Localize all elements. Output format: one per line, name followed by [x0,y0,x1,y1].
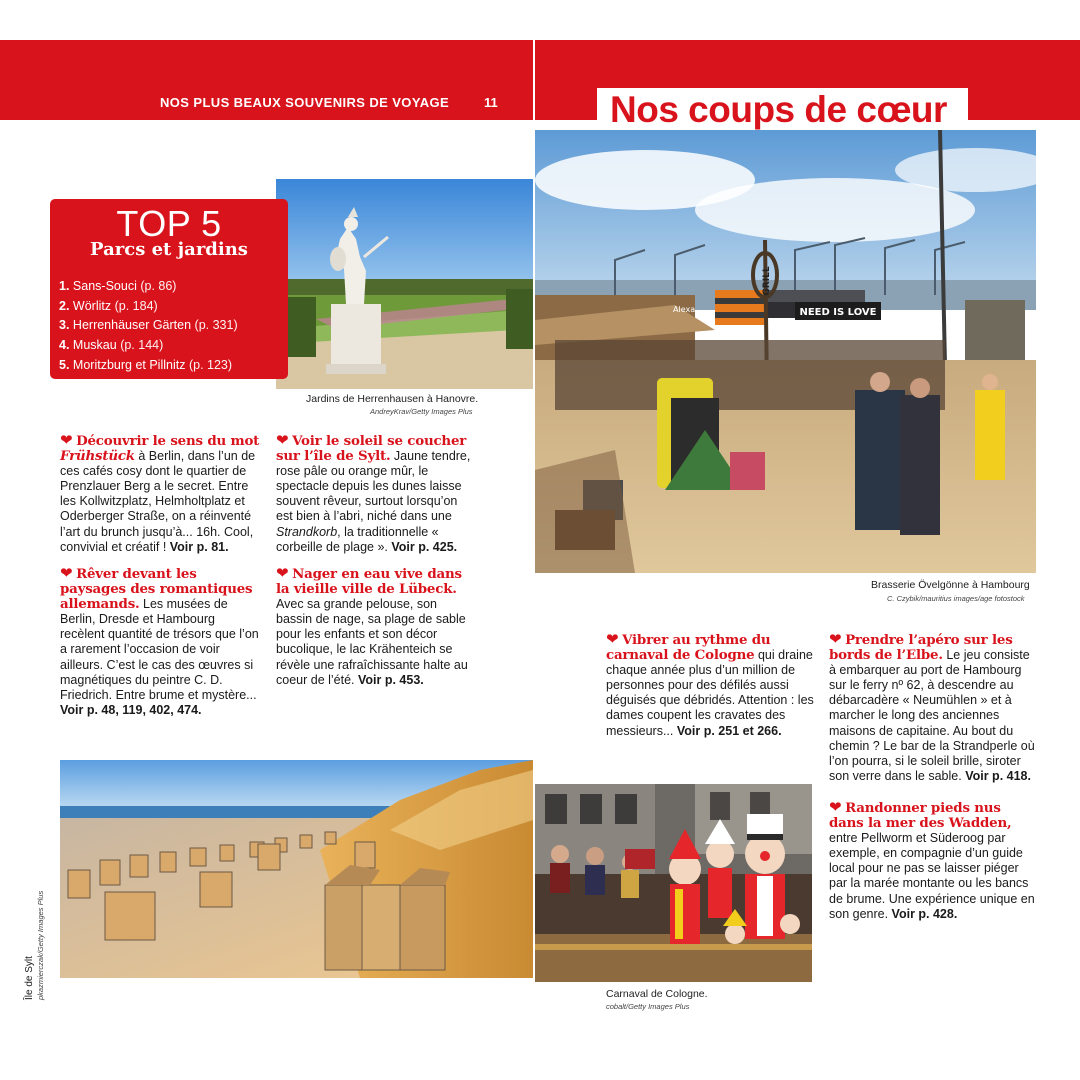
article-fruhstuck: ❤ Découvrir le sens du mot Frühstück à Berlin, dans l’un de ces cafés cosy dont le quartier de Prenzlauer Berg a le secret. Entre les Kollwitzplatz, Helmholtplatz et Oderberger Straße, on a réinventé l’art du brunch jusqu’à... 16h. Cool, convivial et créatif ! Voir p. 81. [60,431,260,554]
top5-label: TOP 5 [116,203,222,244]
article-elbe: ❤ Prendre l’apéro sur les bords de l’Elbe. Le jeu consiste à embarquer au port de Hambourg sur le ferry nº 62, à descendre au débarcadère « Neumühlen » et à marcher le long des anciennes maisons de capitaine. Au bout du chemin ? Le bar de la Strandperle où l’on pourra, si le soleil brille, siroter son verre dans le sable. Voir p. 418. [829,630,1035,783]
heart-icon: ❤ [606,630,619,648]
sign-banner: NEED IS LOVE [799,307,877,318]
credit-sylt: pkazmierczak/Getty Images Plus [36,890,45,1000]
article-wadden: ❤ Randonner pieds nus dans la mer des Wadden, entre Pellworm et Süderoog par exemple, en compagnie d’un guide local pour ne pas se laisser piéger par la marée montante ou les bancs de brume. Une expérience unique en son genre. Voir p. 428. [829,798,1035,921]
heart-icon: ❤ [829,798,842,816]
caption-cologne: Carnaval de Cologne. [606,988,708,1000]
top5-list [59,277,238,376]
heart-icon: ❤ [60,431,73,449]
photo-cologne [535,784,812,982]
page-title: Nos coups de cœur [610,89,947,130]
article-title: Nager en eau vive dans la vieille ville de Lübeck. [276,566,462,598]
heart-icon: ❤ [276,431,289,449]
page-ref: Voir p. 251 et 266. [676,723,782,738]
photo-hambourg [535,130,1036,573]
article-lubeck: ❤ Nager en eau vive dans la vieille ville de Lübeck. Avec sa grande pelouse, son bassin de nage, sa plage de sable pour les enfants et son décor bucolique, le lac Krähenteich se révèle une rafraîchissante halte au coeur de l’été. Voir p. 453. [276,564,468,687]
top5-item: 5. Moritzburg et Pillnitz (p. 123) [59,357,233,372]
page-number: 11 [484,95,498,110]
article-title: Vibrer au rythme du carnaval de Cologne [606,632,771,664]
article-sylt: ❤ Voir le soleil se coucher sur l’île de Sylt. Jaune tendre, rose pâle ou orange mûr, le spectacle depuis les dunes laisse souvent rêveur, surtout lorsqu’on est bien à l’abri, niché dans une Strandkorb, la traditionnelle « corbeille de plage ». Voir p. 425. [276,431,471,554]
article-title: Rêver devant les paysages des romantiques allemands. [60,566,253,613]
page-gutter [533,40,535,120]
article-cologne: ❤ Vibrer au rythme du carnaval de Cologne qui draine chaque année plus d’un million de personnes pour des défilés aussi déguisés que débridés. Attention : les dames coupent les cravates des messieurs... Voir p. 251 et 266. [606,630,814,738]
heart-icon: ❤ [60,564,73,582]
page-ref: Voir p. 81. [169,539,229,554]
running-head: NOS PLUS BEAUX SOUVENIRS DE VOYAGE [160,95,450,110]
article-title: Randonner pieds nus dans la mer des Wadden, [829,800,1012,832]
page-ref: Voir p. 425. [391,539,458,554]
top5-item: 3. Herrenhäuser Gärten (p. 331) [59,318,238,333]
credit-herrenhausen: AndreyKrav/Getty Images Plus [370,407,473,416]
heart-icon: ❤ [276,564,289,582]
article-title: Découvrir le sens du mot Frühstück [60,433,260,465]
sign-alexa: Alexa [673,305,696,314]
sign-fork: GRILL [762,266,772,296]
heart-icon: ❤ [829,630,842,648]
article-paysages: ❤ Rêver devant les paysages des romantiques allemands. Les musées de Berlin, Dresde et Hambourg recèlent quantité de trésors que l’on a rarement l’occasion de voir ailleurs. C’est le cas des œuvres si magnétiques du peintre C. D. Friedrich. Entre brume et mystère... Voir p. 48, 119, 402, 474. [60,564,259,717]
top5-item: 4. Muskau (p. 144) [59,338,164,353]
photo-herrenhausen [276,179,533,389]
page-ref: Voir p. 453. [358,672,424,687]
page-ref: Voir p. 48, 119, 402, 474. [60,702,202,717]
top5-subtitle: Parcs et jardins [90,239,248,260]
top5-item: 2. Wörlitz (p. 184) [59,298,158,313]
credit-hambourg: C. Czybik/mauritius images/age fotostock [887,594,1025,603]
article-title: Prendre l’apéro sur les bords de l’Elbe. [829,632,1013,664]
photo-sylt [60,760,533,978]
page-ref: Voir p. 428. [891,906,958,921]
credit-cologne: cobalt/Getty Images Plus [606,1002,690,1011]
top5-box [50,199,288,379]
article-title: Voir le soleil se coucher sur l’île de Sylt. [276,433,467,465]
caption-hambourg: Brasserie Övelgönne à Hambourg [871,579,1030,591]
page-ref: Voir p. 418. [965,768,1031,783]
caption-herrenhausen: Jardins de Herrenhausen à Hanovre. [306,393,479,405]
caption-sylt: Île de Sylt [24,956,35,1000]
top5-item: 1. Sans-Souci (p. 86) [59,279,177,293]
